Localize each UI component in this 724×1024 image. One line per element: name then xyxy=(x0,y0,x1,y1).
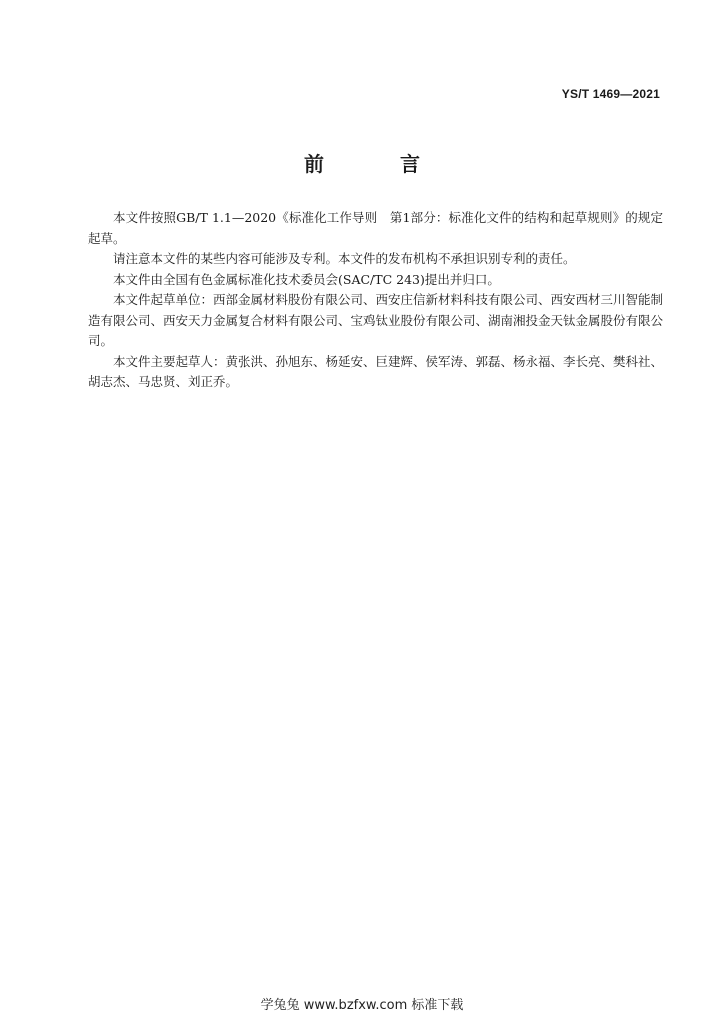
paragraph-drafting-units: 本文件起草单位：西部金属材料股份有限公司、西安庄信新材料科技有限公司、西安西材三川智能制造有限公司、西安天力金属复合材料有限公司、宝鸡钛业股份有限公司、湖南湘投金天钛金属股份有限公司。 xyxy=(88,292,664,348)
paragraph-drafting-rules: 本文件按照GB/T 1.1—2020《标准化工作导则 第1部分：标准化文件的结构和起草规则》的规定起草。 xyxy=(88,210,663,246)
page-title: 前 言 xyxy=(304,152,448,176)
preface-body xyxy=(88,208,663,393)
footer-watermark: 学兔兔 www.bzfxw.com 标准下载 xyxy=(260,998,464,1013)
standard-code: YS/T 1469—2021 xyxy=(561,87,660,101)
paragraph-drafters: 本文件主要起草人：黄张洪、孙旭东、杨延安、巨建辉、侯军涛、郭磊、杨永福、李长亮、樊科社、胡志杰、马忠贤、刘正乔。 xyxy=(88,353,664,389)
paragraph-patent-notice: 请注意本文件的某些内容可能涉及专利。本文件的发布机构不承担识别专利的责任。 xyxy=(113,251,576,266)
paragraph-proposer: 本文件由全国有色金属标准化技术委员会(SAC/TC 243)提出并归口。 xyxy=(113,271,500,287)
